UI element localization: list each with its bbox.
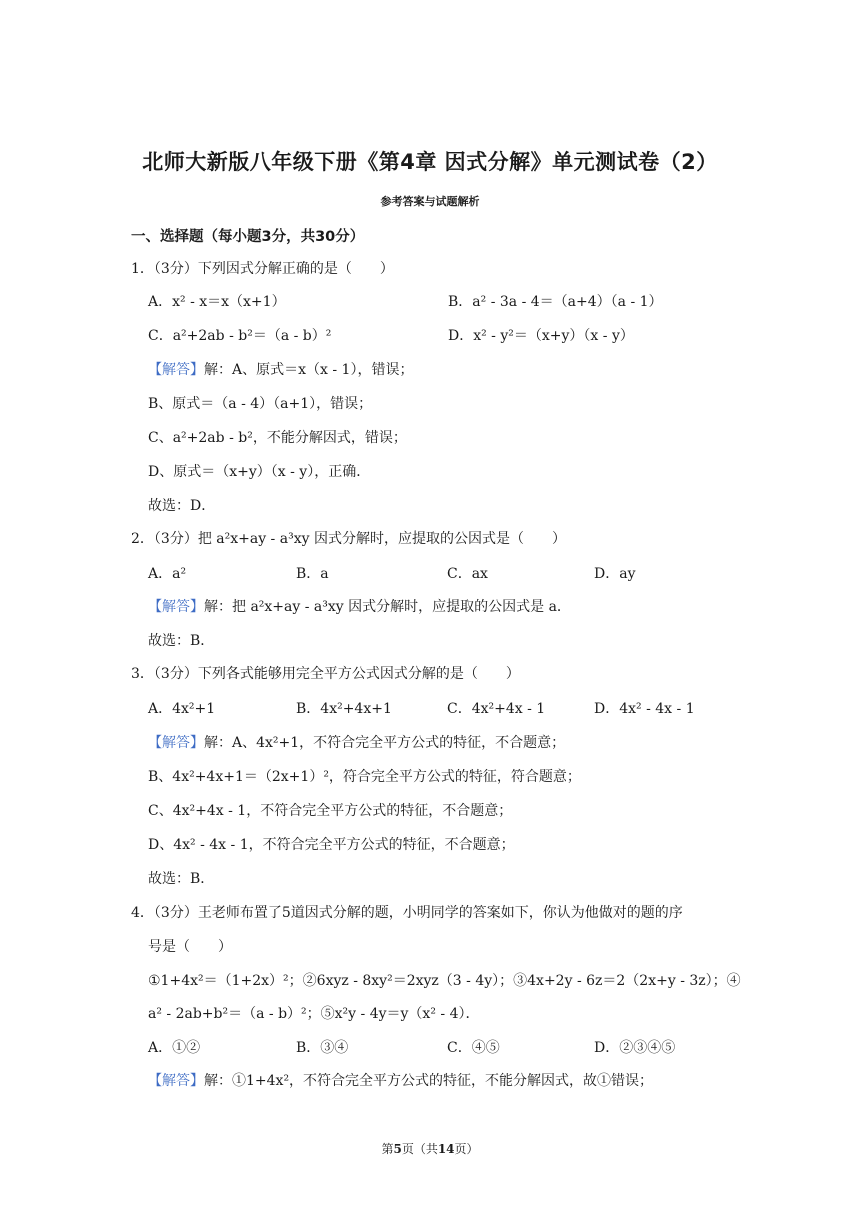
q2-answer-text-1: 解：把 a²x+ay - a³xy 因式分解时，应提取的公因式是 a．: [204, 599, 571, 615]
page-number: 5: [393, 1142, 402, 1156]
q2-option-b: B．a: [296, 566, 329, 582]
q2-option-c: C．ax: [447, 566, 488, 582]
q4-option-a: A．①②: [148, 1040, 201, 1056]
q4-stem-line-1: 4．（3分）王老师布置了5道因式分解的题，小明同学的答案如下，你认为他做对的题的序: [131, 905, 683, 921]
footer-suffix: 页）: [454, 1142, 479, 1156]
q2-choice: 故选：B．: [148, 633, 215, 649]
q2-option-d: D．ay: [594, 566, 636, 582]
answer-tag: 【解答】: [148, 599, 204, 615]
q4-option-d: D．②③④⑤: [594, 1040, 676, 1056]
q4-items-line-1: ①1+4x²＝（1+2x）²；②6xyz - 8xy²＝2xyz（3 - 4y）；③4x+2y - 6z＝2（2x+y - 3z）；④: [148, 973, 741, 989]
answer-tag: 【解答】: [148, 362, 204, 378]
q3-option-c: C．4x²+4x - 1: [447, 701, 546, 717]
q3-stem: 3．（3分）下列各式能够用完全平方公式因式分解的是（ ）: [131, 666, 520, 682]
page-total: 14: [437, 1142, 455, 1156]
q2-answer-line-1: [148, 597, 571, 617]
q4-answer-text-1: 解：①1+4x²，不符合完全平方公式的特征，不能分解因式，故①错误；: [204, 1073, 654, 1089]
q1-answer-line-4: D、原式＝（x+y）（x - y），正确．: [148, 464, 371, 480]
section-heading: 一、选择题（每小题3分，共30分）: [131, 229, 365, 245]
q1-answer-line-3: C、a²+2ab - b²，不能分解因式，错误；: [148, 430, 407, 446]
page-footer: [0, 1140, 860, 1157]
q3-answer-line-1: [148, 733, 565, 753]
q3-answer-line-4: D、4x² - 4x - 1，不符合完全平方公式的特征，不合题意；: [148, 837, 515, 853]
q4-items-line-2: a² - 2ab+b²＝（a - b）²；⑤x²y - 4y＝y（x² - 4）．: [148, 1006, 480, 1022]
q3-answer-line-3: C、4x²+4x - 1，不符合完全平方公式的特征，不合题意；: [148, 803, 513, 819]
q1-option-a: A．x² - x＝x（x+1）: [148, 294, 286, 310]
q4-option-c: C．④⑤: [447, 1040, 500, 1056]
answer-tag: 【解答】: [148, 735, 204, 751]
q3-answer-line-2: B、4x²+4x+1＝（2x+1）²，符合完全平方公式的特征，符合题意；: [148, 769, 581, 785]
document-title: 北师大新版八年级下册《第4章 因式分解》单元测试卷（2）: [142, 150, 718, 174]
q1-option-b: B．a² - 3a - 4＝（a+4）（a - 1）: [448, 294, 663, 310]
q1-answer-line-1: [148, 360, 413, 380]
q1-answer-text-1: 解：A、原式＝x（x - 1），错误；: [204, 362, 414, 378]
q1-choice: 故选：D．: [148, 498, 216, 514]
footer-prefix: 第: [381, 1142, 394, 1156]
q2-option-a: A．a²: [148, 566, 187, 582]
q1-option-d: D．x² - y²＝（x+y）（x - y）: [448, 328, 634, 344]
q3-choice: 故选：B．: [148, 871, 215, 887]
q3-option-b: B．4x²+4x+1: [296, 701, 392, 717]
q4-answer-line-1: [148, 1071, 653, 1091]
q2-stem: 2．（3分）把 a²x+ay - a³xy 因式分解时，应提取的公因式是（ ）: [131, 531, 566, 547]
q1-answer-line-2: B、原式＝（a - 4）（a+1），错误；: [148, 396, 373, 412]
q3-option-d: D．4x² - 4x - 1: [594, 701, 695, 717]
q1-option-c: C．a²+2ab - b²＝（a - b）²: [148, 328, 332, 344]
q4-option-b: B．③④: [296, 1040, 349, 1056]
q4-stem-line-2: 号是（ ）: [148, 939, 232, 955]
answer-tag: 【解答】: [148, 1073, 204, 1089]
q3-answer-text-1: 解：A、4x²+1，不符合完全平方公式的特征，不合题意；: [204, 735, 566, 751]
footer-mid: 页（共: [401, 1142, 438, 1156]
q3-option-a: A．4x²+1: [148, 701, 216, 717]
q1-stem: 1．（3分）下列因式分解正确的是（ ）: [131, 261, 394, 277]
document-subtitle: 参考答案与试题解析: [380, 195, 480, 208]
